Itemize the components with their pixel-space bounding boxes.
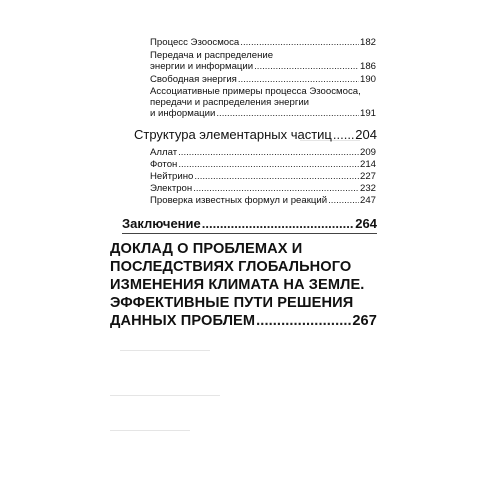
toc-entry-title: и информации xyxy=(150,108,216,119)
toc-entry-title: Электрон xyxy=(150,183,193,194)
toc-entry-title: Аллат xyxy=(150,147,178,158)
leader-dots xyxy=(254,61,359,72)
toc-entry[interactable] xyxy=(150,37,376,48)
report-title-line: ЭФФЕКТИВНЫЕ ПУТИ РЕШЕНИЯ xyxy=(110,295,354,311)
toc-entry[interactable] xyxy=(150,171,376,182)
toc-conclusion-title: Заключение xyxy=(122,216,201,231)
bleed-through-mark xyxy=(120,350,210,351)
leader-dots xyxy=(238,74,359,85)
toc-entry-title: Передача и распределение xyxy=(150,50,274,61)
toc-report-entry[interactable] xyxy=(110,312,377,330)
toc-entry-page: 191 xyxy=(359,108,376,119)
toc-entry-page: 209 xyxy=(359,147,376,158)
toc-conclusion-page: 264 xyxy=(355,216,377,231)
toc-entry-title: Фотон xyxy=(150,159,178,170)
leader-dots xyxy=(194,171,359,182)
toc-entry-page: 214 xyxy=(359,159,376,170)
toc-entry[interactable] xyxy=(150,183,376,194)
toc-report-page: 267 xyxy=(352,313,377,329)
toc-entry-title: энергии и информации xyxy=(150,61,254,72)
toc-entry[interactable] xyxy=(150,195,376,206)
toc-section-entry[interactable] xyxy=(134,127,377,142)
toc-entry[interactable] xyxy=(150,108,376,119)
leader-dots xyxy=(240,37,359,48)
leader-dots xyxy=(328,195,359,206)
leader-dots xyxy=(178,147,359,158)
leader-dots xyxy=(178,159,359,170)
toc-entry[interactable] xyxy=(150,74,376,85)
report-title-line: ИЗМЕНЕНИЯ КЛИМАТА НА ЗЕМЛЕ. xyxy=(110,277,365,293)
leader-dots xyxy=(256,312,351,330)
leader-dots xyxy=(216,108,359,119)
leader-dots xyxy=(202,216,355,231)
toc-entry-page: 186 xyxy=(359,61,376,72)
leader-dots xyxy=(193,183,359,194)
toc-entry-title: Ассоциативные примеры процесса Эзоосмоса, xyxy=(150,86,361,97)
toc-conclusion-entry[interactable] xyxy=(122,216,377,231)
toc-entry-page: 182 xyxy=(359,37,376,48)
toc-entry[interactable] xyxy=(150,159,376,170)
toc-entry-title: Процесс Эзоосмоса xyxy=(150,37,240,48)
toc-entry-page: 190 xyxy=(359,74,376,85)
bleed-through-mark xyxy=(110,395,220,396)
toc-entry-page: 247 xyxy=(359,195,376,206)
toc-entry-title: Свободная энергия xyxy=(150,74,237,85)
report-title-line: ДАННЫХ ПРОБЛЕМ xyxy=(110,313,256,329)
divider-line xyxy=(122,233,377,234)
toc-entry-page: 227 xyxy=(359,171,376,182)
bleed-through-mark xyxy=(110,430,190,431)
leader-dots xyxy=(333,127,354,142)
toc-entry[interactable] xyxy=(150,147,376,158)
toc-section-title: Структура элементарных частиц xyxy=(134,127,332,142)
toc-entry-title: Проверка известных формул и реакций xyxy=(150,195,328,206)
toc-entry-title: Нейтрино xyxy=(150,171,194,182)
toc-entry[interactable] xyxy=(150,61,376,72)
toc-section-page: 204 xyxy=(355,127,377,142)
toc-entry-title: передачи и распределения энергии xyxy=(150,97,310,108)
toc-entry-page: 232 xyxy=(359,183,376,194)
report-title-line: ДОКЛАД О ПРОБЛЕМАХ И xyxy=(110,241,303,257)
report-title-line: ПОСЛЕДСТВИЯХ ГЛОБАЛЬНОГО xyxy=(110,259,352,275)
